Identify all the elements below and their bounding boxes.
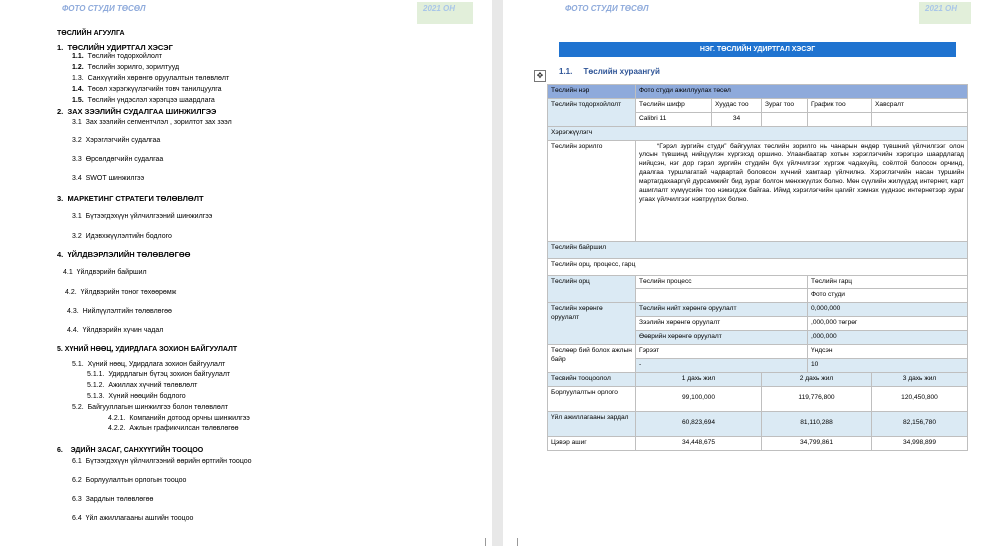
table-move-icon[interactable]: ✥ <box>534 70 546 82</box>
table-cell[interactable]: Борлуулалтын орлого <box>548 386 636 411</box>
section-heading-bar: НЭГ. ТӨСЛИЙН УДИРТГАЛ ХЭСЭГ <box>559 42 956 57</box>
table-cell[interactable]: Төслийн тодорхойлолт <box>548 98 636 126</box>
toc-line[interactable]: 1.5. Төслийн үндэслэл хэрэгцээ шаардлага <box>72 97 215 104</box>
table-cell[interactable] <box>872 112 968 126</box>
table-cell[interactable]: 2 дахь жил <box>762 372 872 386</box>
table-cell[interactable]: 34,799,861 <box>762 436 872 450</box>
toc-line[interactable]: 5.1.3. Хүний нөөцийн бодлого <box>87 393 186 400</box>
toc-line[interactable]: 3.3 Өрсөлдөгчийн судалгаа <box>72 156 164 163</box>
toc-line[interactable]: 5.2. Байгууллагын шинжилгээ болон төлөвлөлт <box>72 404 229 411</box>
toc-line[interactable]: 6.4 Үйл ажиллагааны ашгийн тооцоо <box>72 515 194 522</box>
page-corner-mark <box>485 538 492 546</box>
header-year: 2021 ОН <box>417 2 473 24</box>
table-cell[interactable]: Төслийн зорилго <box>548 140 636 241</box>
header-title: ФОТО СТУДИ ТӨСӨЛ <box>62 4 146 13</box>
table-cell[interactable]: 99,100,000 <box>636 386 762 411</box>
toc-line[interactable]: 3.2 Хэрэглэгчийн судалгаа <box>72 137 161 144</box>
table-cell[interactable]: Үйл ажиллагааны зардал <box>548 411 636 436</box>
toc-line[interactable]: 4.3. Нийлүүлэлтийн төлөвлөгөө <box>67 308 172 315</box>
table-cell[interactable]: Хэрэгжүүлэгч <box>548 126 968 140</box>
table-row <box>548 126 968 140</box>
header-title: ФОТО СТУДИ ТӨСӨЛ <box>565 4 649 13</box>
table-cell[interactable]: Фото студи ажиллуулах төсөл <box>636 85 968 99</box>
table-cell[interactable]: Calibri 11 <box>636 112 712 126</box>
toc-line[interactable]: 5.1.2. Ажиллах хүчний төлөвлөлт <box>87 382 198 389</box>
table-row <box>548 303 968 317</box>
toc-line[interactable]: 4.2.2. Ажлын графикчилсан төлөвлөгөө <box>108 425 239 432</box>
table-cell[interactable]: 81,110,288 <box>762 411 872 436</box>
header-year: 2021 ОН <box>919 2 971 24</box>
table-cell[interactable]: 34 <box>712 112 762 126</box>
table-cell[interactable]: Хавсралт <box>872 98 968 112</box>
table-cell[interactable] <box>636 289 808 303</box>
toc-line[interactable]: 6.2 Борлуулалтын орлогын тооцоо <box>72 477 187 484</box>
toc-line[interactable]: 4.2. Үйлдвэрийн тоног төхөөрөмж <box>65 289 177 296</box>
table-cell[interactable]: Фото студи <box>808 289 968 303</box>
table-cell[interactable]: 34,448,675 <box>636 436 762 450</box>
table-cell[interactable]: Үндсэн <box>808 345 968 359</box>
table-cell[interactable] <box>808 112 872 126</box>
table-cell[interactable]: Төслөөр бий болох ажлын байр <box>548 345 636 373</box>
table-cell[interactable]: Төслийн гарц <box>808 275 968 289</box>
toc-line[interactable]: 5.1. Хүний нөөц, Удирдлага зохион байгуулалт <box>72 361 226 368</box>
toc-line[interactable]: 4.4. Үйлдвэрийн хүчин чадал <box>67 327 164 334</box>
table-cell[interactable]: Зураг тоо <box>762 98 808 112</box>
table-row <box>548 372 968 386</box>
table-cell[interactable]: Төслийн байршил <box>548 241 968 258</box>
toc-line[interactable]: 3.1 Зах зээлийн сегментчлэл , зорилтот зах зээл <box>72 119 232 126</box>
table-cell[interactable]: Төслийн орц <box>548 275 636 303</box>
toc-line[interactable]: 1.3. Санхүүгийн хөрөнгө оруулалтын төлөвлөлт <box>72 75 230 82</box>
table-row <box>548 345 968 359</box>
toc-line[interactable]: 3.2 Идэвхжүүлэлтийн бодлого <box>72 233 172 240</box>
table-cell[interactable]: 60,823,694 <box>636 411 762 436</box>
page-right <box>503 0 990 546</box>
page-corner-mark <box>511 538 518 546</box>
table-cell[interactable]: 120,450,800 <box>872 386 968 411</box>
toc-line[interactable]: 6.3 Зардлын төлөвлөгөө <box>72 496 154 503</box>
table-row <box>548 275 968 289</box>
table-cell[interactable]: Төслийн нийт хөрөнгө оруулалт <box>636 303 808 317</box>
table-row <box>548 98 968 112</box>
table-cell[interactable]: 34,998,899 <box>872 436 968 450</box>
table-cell[interactable]: 10 <box>808 358 968 372</box>
table-row <box>548 386 968 411</box>
table-row <box>548 241 968 258</box>
table-cell[interactable]: 0,000,000 <box>808 303 968 317</box>
toc-line[interactable]: 5. ХҮНИЙ НӨӨЦ, УДИРДЛАГА ЗОХИОН БАЙГУУЛАЛТ <box>57 346 238 353</box>
toc-line[interactable]: 1.1. Төслийн тодорхойлолт <box>72 53 163 60</box>
table-cell[interactable]: Гэрээт <box>636 345 808 359</box>
table-cell[interactable]: ,000,000 төгрөг <box>808 317 968 331</box>
toc-line[interactable]: 3. МАРКЕТИНГ СТРАТЕГИ ТӨЛӨВЛӨЛТ <box>57 194 204 203</box>
toc-line[interactable]: 1.4. Төсөл хэрэгжүүлэгчийн товч танилцуулга <box>72 86 222 93</box>
page-left <box>0 0 492 546</box>
table-cell[interactable]: 3 дахь жил <box>872 372 968 386</box>
toc-line[interactable]: 1. ТӨСЛИЙН УДИРТГАЛ ХЭСЭГ <box>57 43 173 52</box>
table-cell[interactable]: Төслийн хөрөнгө оруулалт <box>548 303 636 345</box>
toc-line[interactable]: 4.2.1. Компанийн дотоод орчны шинжилгээ <box>108 415 250 422</box>
table-cell[interactable]: График тоо <box>808 98 872 112</box>
table-cell[interactable]: Төслийн процесс <box>636 275 808 289</box>
table-row <box>548 258 968 275</box>
table-row <box>548 436 968 450</box>
toc-line[interactable]: 5.1.1. Удирдлагын бүтэц зохион байгуулалт <box>87 371 231 378</box>
table-cell[interactable] <box>762 112 808 126</box>
toc-line[interactable]: 3.4 SWOT шинжилгээ <box>72 175 145 182</box>
project-summary-table <box>547 84 968 451</box>
toc-line[interactable]: 6. ЭДИЙН ЗАСАГ, САНХҮҮГИЙН ТООЦОО <box>57 447 204 454</box>
subsection-heading: 1.1. Төслийн хураангуй <box>559 67 660 76</box>
toc-line[interactable]: 1.2. Төслийн зорилго, зорилтууд <box>72 64 180 71</box>
table-cell[interactable]: “Гэрэл зургийн студи” байгуулах төслийн зорилго нь чанарын өндөр түвшний үйлчилгээг олон улсын түвшинд нийцүүлэн хүргэхэд оршино. Улаанбаатар хотын хэрэглэгчийн хэрэгцээ шаардлагад нийцсэн, нэг дор гэрэл зургийн студийн бүх үйлчилгээг хүргэж чадахүйц, соёлтой болосон орчинд, даалгаа туршлагатай чадвартай боловсон хүчний хамтаар үйлчилнэ. Хэрэглэгчийн насан туршийн мартагдахааргүй дурсамжийг бид зураг болгон мөнхжүүлэх болно. Мөн сүүлийн жилүүдэд интернет, карт ашиглалт хүмүүсийн тоо нэмэгдэж байгаа. Иймд хэрэглэгчийн цагийг хэмнэх үүднээс интернетээр зураг угаах үйлчилгээг нэвтрүүлэх болно. <box>636 140 968 241</box>
table-cell[interactable]: - <box>636 358 808 372</box>
table-row <box>548 140 968 241</box>
table-cell[interactable]: Төслийн орц, процесс, гарц <box>548 258 968 275</box>
table-cell[interactable]: Цэвэр ашиг <box>548 436 636 450</box>
toc-line[interactable]: 3.1 Бүтээгдэхүүн үйлчилгээний шинжилгээ <box>72 213 213 220</box>
table-cell[interactable]: Зээлийн хөрөнгө оруулалт <box>636 317 808 331</box>
table-cell[interactable]: Төсвийн тооцоолол <box>548 372 636 386</box>
table-cell[interactable]: Төслийн нэр <box>548 85 636 99</box>
toc-line[interactable]: 2. ЗАХ ЗЭЭЛИЙН СУДАЛГАА ШИНЖИЛГЭЭ <box>57 107 217 116</box>
table-cell[interactable]: ,000,000 <box>808 331 968 345</box>
toc-line[interactable]: 4. ҮЙЛДВЭРЛЭЛИЙН ТӨЛӨВЛӨГӨӨ <box>57 250 191 259</box>
table-cell[interactable]: Хуудас тоо <box>712 98 762 112</box>
table-cell[interactable]: 119,776,800 <box>762 386 872 411</box>
table-cell[interactable]: 82,156,780 <box>872 411 968 436</box>
table-cell[interactable]: 1 дахь жил <box>636 372 762 386</box>
table-cell[interactable]: Өөврийн хөрөнгө оруулалт <box>636 331 808 345</box>
table-row <box>548 411 968 436</box>
toc-title: ТӨСЛИЙН АГУУЛГА <box>57 30 125 37</box>
toc-line[interactable]: 6.1 Бүтээгдэхүүн үйлчилгээний өөрийн өртгийн тооцоо <box>72 458 252 465</box>
toc-line[interactable]: 4.1 Үйлдвэрийн байршил <box>63 269 147 276</box>
table-row <box>548 85 968 99</box>
table-cell[interactable]: Төслийн шифр <box>636 98 712 112</box>
